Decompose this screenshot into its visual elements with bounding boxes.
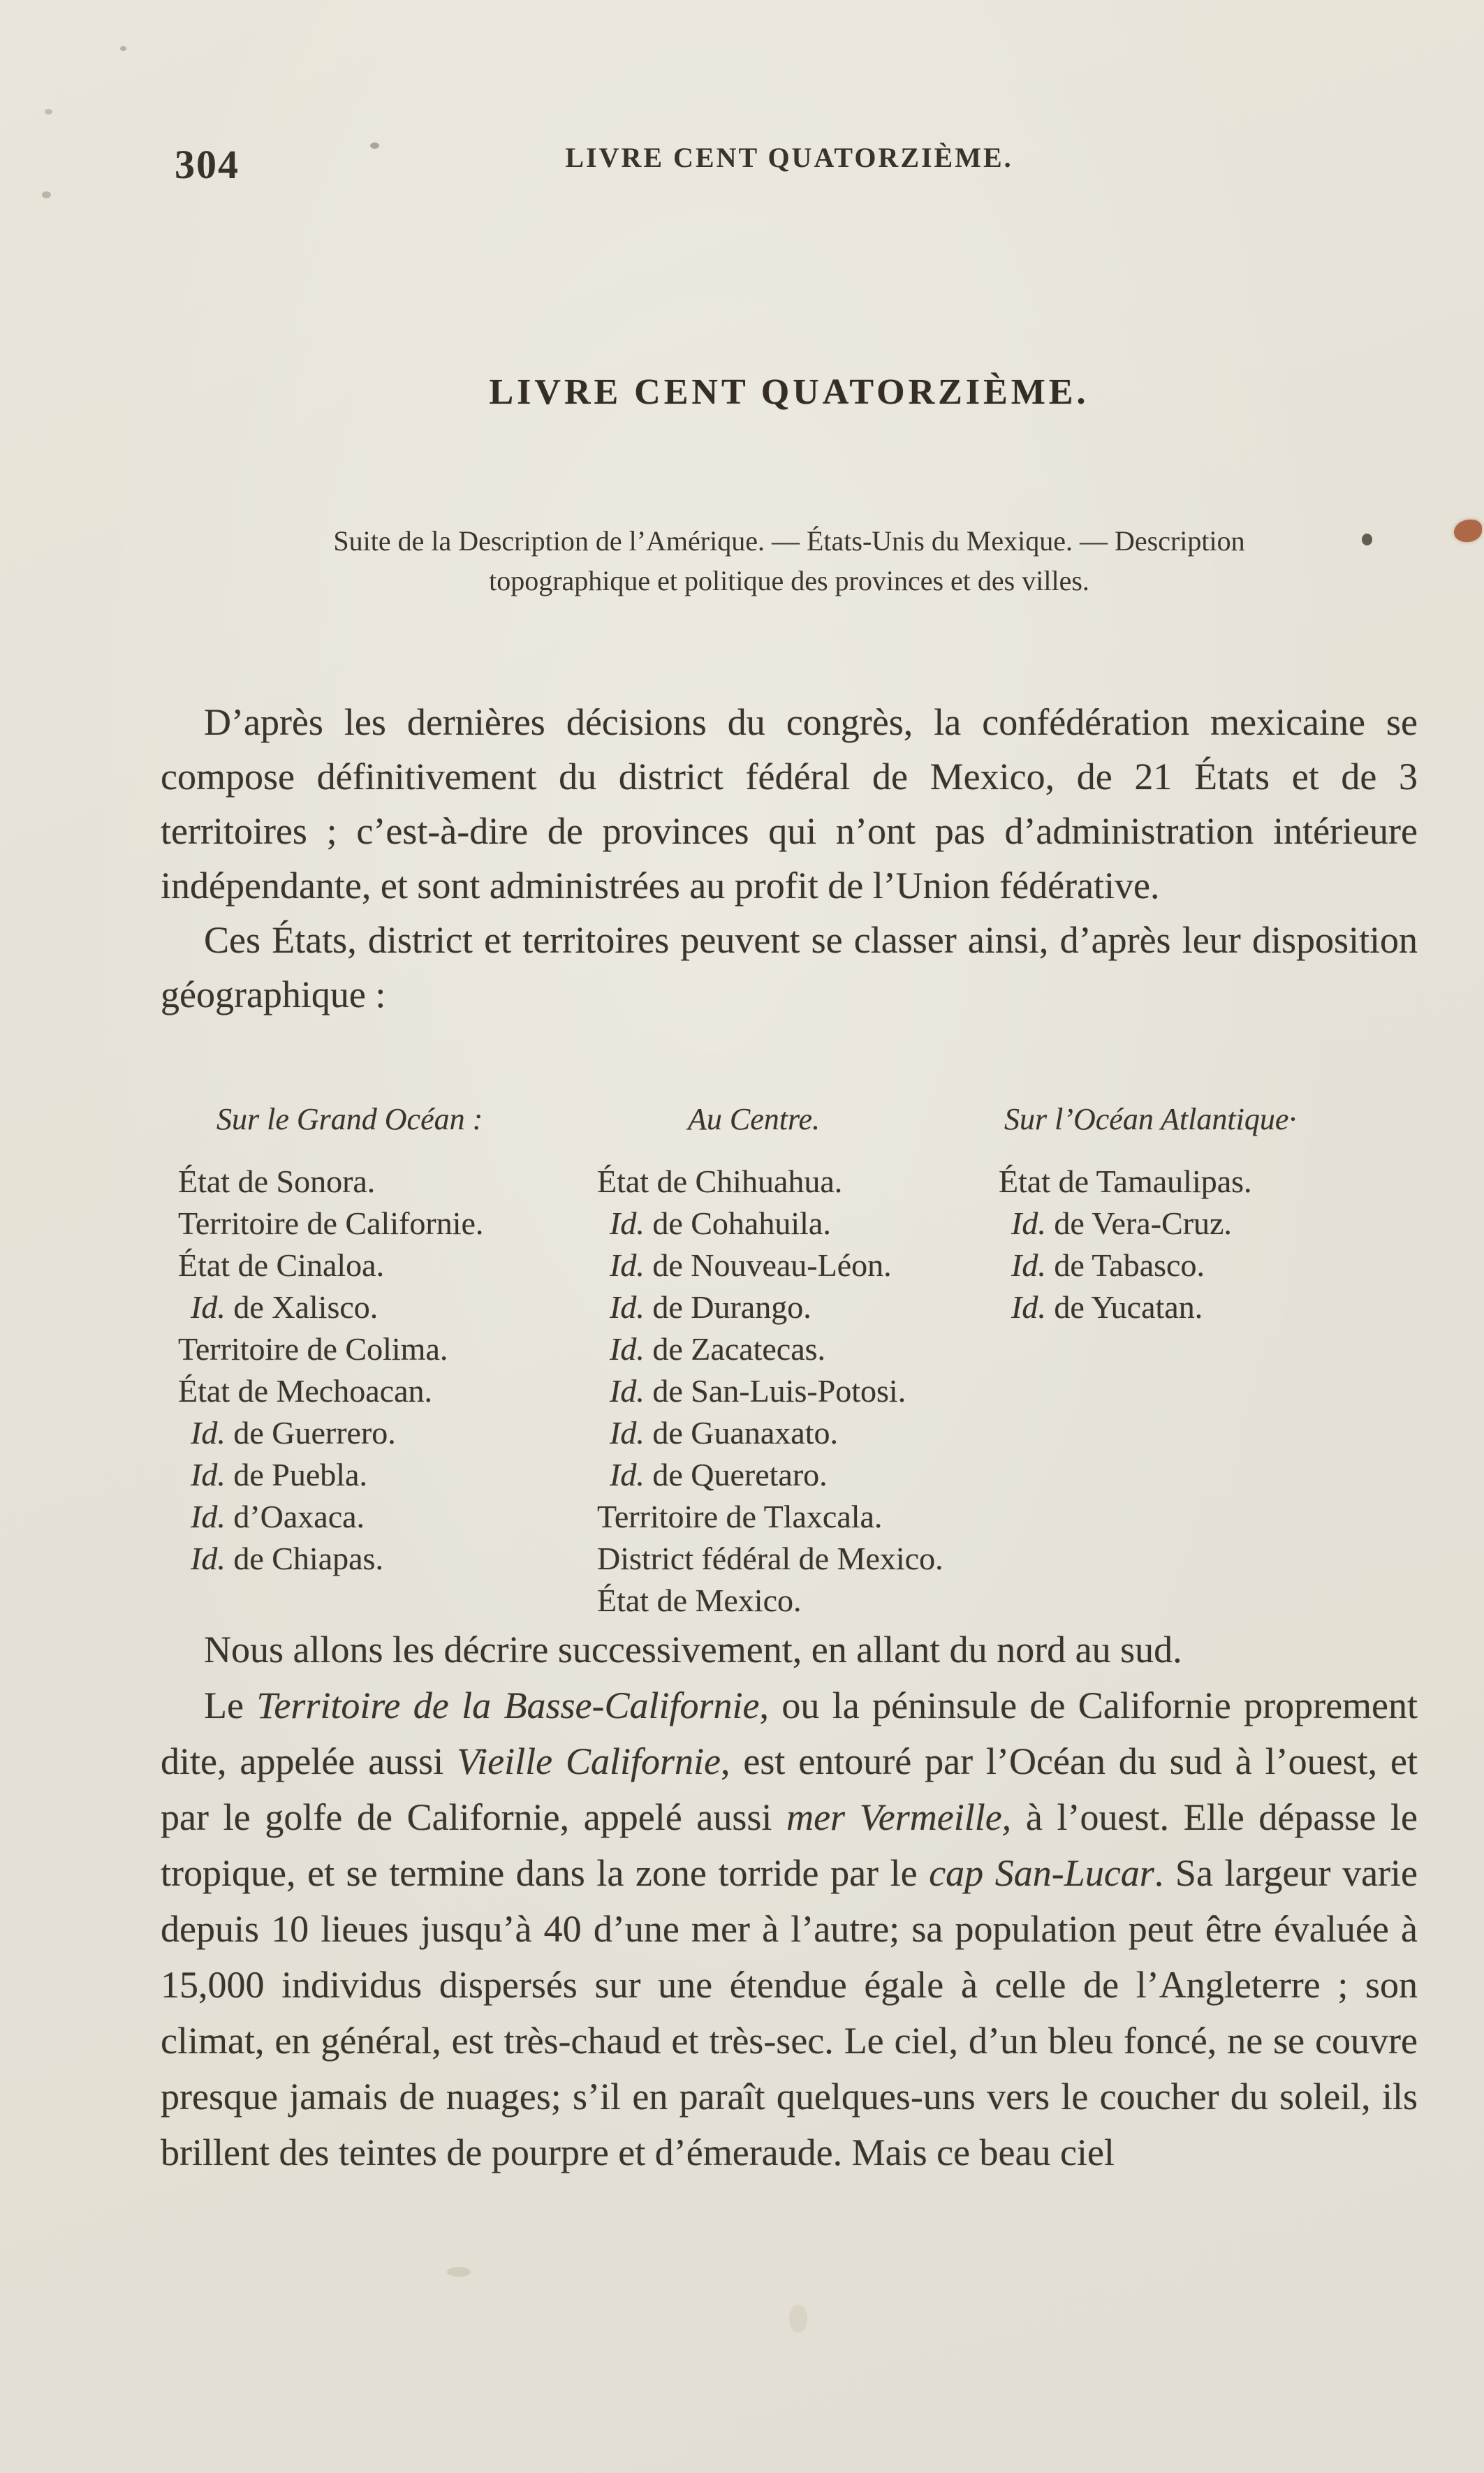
subtitle-line-2: topographique et politique des provinces et des villes. — [489, 565, 1089, 596]
paper-smudge — [447, 2267, 471, 2277]
paragraph-3: Nous allons les décrire successivement, en allant du nord au sud. — [204, 1629, 1182, 1671]
list-item: Id. de Yucatan. — [1011, 1289, 1203, 1325]
list-item: Id. de Guanaxato. — [610, 1415, 838, 1451]
chapter-title: LIVRE CENT QUATORZIÈME. — [489, 372, 1089, 412]
ink-speck — [42, 191, 51, 198]
list-item: Id. de Tabasco. — [1011, 1247, 1205, 1283]
list-item: État de Chihuahua. — [597, 1164, 843, 1199]
classification-table — [178, 1102, 1428, 1622]
column-header: Sur l’Océan Atlantique· — [1004, 1102, 1297, 1136]
list-item: Id. de Puebla. — [191, 1457, 367, 1492]
body-text-upper — [161, 695, 1418, 1022]
ink-speck — [120, 46, 126, 51]
body-text-lower — [161, 1622, 1418, 2180]
list-item: Id. de Zacatecas. — [610, 1331, 826, 1367]
list-item: Id. de Durango. — [610, 1289, 811, 1325]
red-stain — [1454, 520, 1482, 542]
list-item: État de Tamaulipas. — [999, 1164, 1252, 1199]
ink-speck — [45, 109, 52, 115]
list-item: État de Mechoacan. — [178, 1373, 432, 1409]
column-header: Sur le Grand Océan : — [216, 1102, 483, 1136]
list-item: Id. de Guerrero. — [191, 1415, 396, 1451]
chapter-subtitle — [161, 521, 1418, 601]
list-item: Id. de Cohahuila. — [610, 1205, 831, 1241]
paragraph-4: Le Territoire de la Basse-Californie, ou la péninsule de Californie proprement dite, appelée aussi Vieille Californie, est entouré par l’Océan du sud à l’ouest, et par le golfe de Californie, appelé aussi mer Vermeille, à l’ouest. Elle dépasse le tropique, et se termine dans la zone torride par le cap San-Lucar. Sa largeur varie depuis 10 lieues jusqu’à 40 d’une mer à l’autre; sa population peut être évaluée à 15,000 individus dispersés sur une étendue égale à celle de l’Angleterre ; son climat, en général, est très-chaud et très-sec. Le ciel, d’un bleu foncé, ne se couvre presque jamais de nuages; s’il en paraît quelques-uns vers le coucher du soleil, ils brillent des teintes de pourpre et d’émeraude. Mais ce beau ciel — [161, 1685, 1418, 2173]
list-item: Id. de Queretaro. — [610, 1457, 828, 1492]
list-item: État de Mexico. — [597, 1583, 802, 1618]
subtitle-line-1: Suite de la Description de l’Amérique. — États-Unis du Mexique. — Description — [333, 525, 1245, 557]
list-item: Territoire de Tlaxcala. — [597, 1499, 883, 1534]
list-item: Id. de Vera-Cruz. — [1011, 1205, 1232, 1241]
page-number: 304 — [175, 142, 240, 187]
list-item: État de Cinaloa. — [178, 1247, 385, 1283]
list-item: Id. de San-Luis-Potosi. — [610, 1373, 906, 1409]
classification-column — [597, 1102, 999, 1622]
list-item: Id. de Chiapas. — [191, 1541, 383, 1576]
column-header: Au Centre. — [688, 1102, 820, 1136]
paper-smudge — [789, 2305, 807, 2333]
paragraph-2: Ces États, district et territoires peuvent se classer ainsi, d’après leur disposition géographique : — [161, 919, 1418, 1015]
list-item: Id. de Xalisco. — [191, 1289, 379, 1325]
list-item: District fédéral de Mexico. — [597, 1541, 943, 1576]
list-item: État de Sonora. — [178, 1164, 376, 1199]
list-item: Id. d’Oaxaca. — [191, 1499, 365, 1534]
list-item: Id. de Nouveau-Léon. — [610, 1247, 892, 1283]
classification-column — [999, 1102, 1418, 1622]
running-head: LIVRE CENT QUATORZIÈME. — [565, 142, 1013, 173]
list-item: Territoire de Californie. — [178, 1205, 484, 1241]
list-item: Territoire de Colima. — [178, 1331, 448, 1367]
classification-column — [178, 1102, 597, 1622]
paragraph-1: D’après les dernières décisions du congrès, la confédération mexicaine se compose définitivement du district fédéral de Mexico, de 21 États et de 3 territoires ; c’est-à-dire de provinces qui n’ont pas d’administration intérieure indépendante, et sont administrées au profit de l’Union fédérative. — [161, 701, 1418, 907]
page-header — [161, 141, 1418, 190]
